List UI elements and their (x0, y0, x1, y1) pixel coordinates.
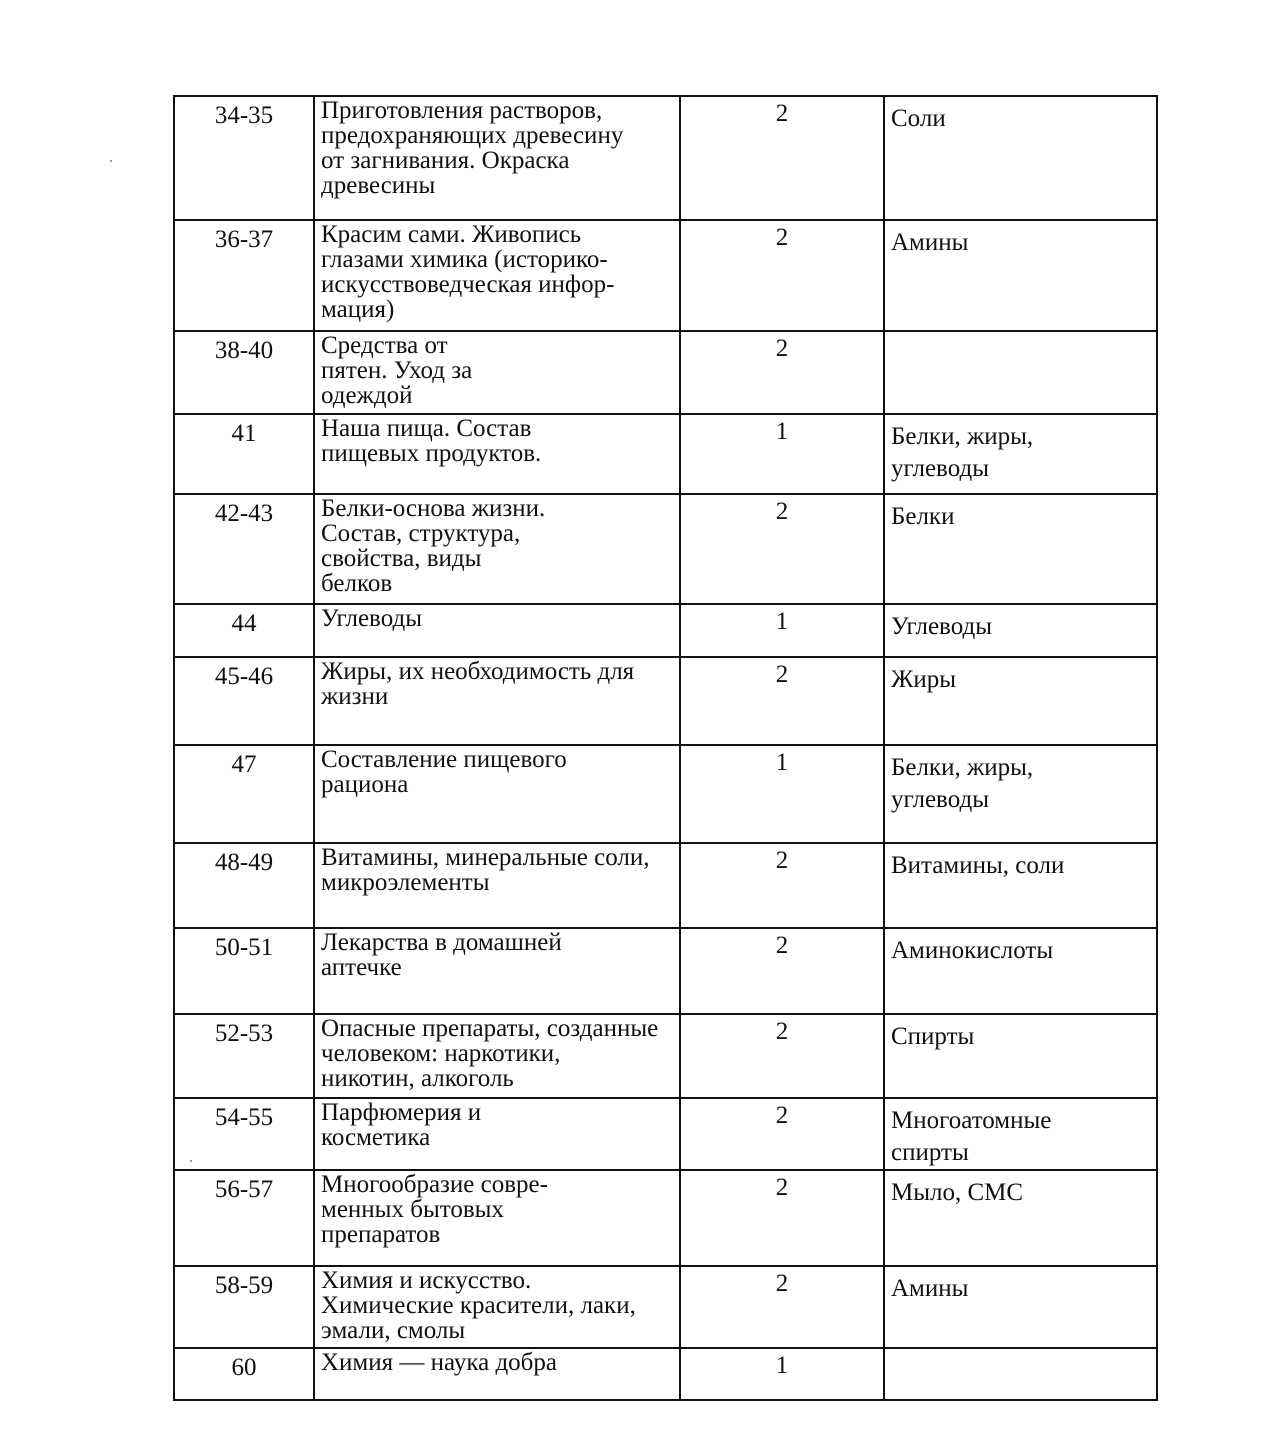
lesson-theme-cell (884, 1266, 1157, 1348)
lesson-topic-line: человеком: наркотики, (321, 1040, 561, 1067)
lesson-topic-line: Состав, структура, (321, 520, 521, 547)
lesson-topic-cell (314, 843, 680, 928)
table-row (174, 928, 1157, 1014)
lesson-number-cell: 45-46 (174, 657, 314, 745)
lesson-hours-cell: 1 (680, 604, 884, 657)
lesson-topic-line: рациона (321, 771, 409, 798)
lesson-theme-cell (884, 1098, 1157, 1170)
lesson-number-cell: 44 (174, 604, 314, 657)
lesson-topic-line: жизни (321, 683, 389, 710)
lesson-theme-cell (884, 657, 1157, 745)
lesson-number-cell: 34-35 (174, 96, 314, 220)
scan-speck (110, 160, 112, 162)
lesson-hours-cell: 2 (680, 220, 884, 331)
lesson-hours-cell: 1 (680, 745, 884, 843)
lesson-topic-cell (314, 220, 680, 331)
lesson-theme-line: Спирты (891, 1023, 975, 1050)
lesson-topic-line: косметика (321, 1124, 431, 1151)
table-row (174, 745, 1157, 843)
lesson-topic-cell (314, 414, 680, 494)
lesson-topic-line: Жиры, их необходимость для (321, 658, 635, 685)
lesson-number-cell: 48-49 (174, 843, 314, 928)
lesson-topic-line: Витамины, минеральные соли, (321, 844, 650, 871)
lesson-hours-cell: 2 (680, 1014, 884, 1098)
lesson-topic-line: белков (321, 570, 393, 597)
lesson-theme-cell (884, 1170, 1157, 1266)
lesson-hours-cell: 2 (680, 1098, 884, 1170)
lesson-number-cell: 56-57 (174, 1170, 314, 1266)
lesson-number-cell: 41 (174, 414, 314, 494)
lesson-topic-line: Химия и искусство. (321, 1267, 532, 1294)
lesson-topic-line: пятен. Уход за (321, 357, 473, 384)
lesson-topic-cell (314, 1348, 680, 1400)
lesson-number-cell: 36-37 (174, 220, 314, 331)
lesson-theme-cell (884, 928, 1157, 1014)
lesson-topic-cell (314, 604, 680, 657)
lesson-hours-cell: 2 (680, 96, 884, 220)
lesson-theme-line: Белки, жиры, (891, 423, 1034, 450)
lesson-theme-line: углеводы (891, 455, 989, 482)
lesson-topic-line: глазами химика (историко- (321, 246, 608, 273)
lesson-topic-line: древесины (321, 172, 436, 199)
lesson-topic-line: Химические красители, лаки, (321, 1292, 636, 1319)
lesson-number-cell: 54-55 (174, 1098, 314, 1170)
table-row (174, 657, 1157, 745)
lesson-theme-line: углеводы (891, 786, 989, 813)
lesson-topic-line: Химия — наука добра (321, 1349, 557, 1376)
lesson-hours-cell: 2 (680, 1170, 884, 1266)
table-row (174, 1170, 1157, 1266)
lesson-topic-cell (314, 1014, 680, 1098)
lesson-topic-cell (314, 745, 680, 843)
table-row (174, 1266, 1157, 1348)
table-row (174, 1014, 1157, 1098)
lesson-theme-line: Мыло, СМС (891, 1179, 1024, 1206)
table-row (174, 494, 1157, 604)
lesson-number-cell: 38-40 (174, 331, 314, 414)
table-row (174, 220, 1157, 331)
lesson-topic-line: микроэлементы (321, 869, 490, 896)
table-row (174, 1348, 1157, 1400)
lesson-topic-cell (314, 657, 680, 745)
lesson-topic-line: от загнивания. Окраска (321, 147, 570, 174)
lesson-topic-line: Лекарства в домашней (321, 929, 562, 956)
lesson-topic-line: одеждой (321, 382, 413, 409)
lesson-hours-cell: 2 (680, 494, 884, 604)
table-row (174, 843, 1157, 928)
lesson-hours-cell: 2 (680, 1266, 884, 1348)
lesson-topic-line: аптечке (321, 954, 402, 981)
lesson-topic-cell (314, 1098, 680, 1170)
lesson-theme-cell (884, 604, 1157, 657)
lesson-topic-cell (314, 928, 680, 1014)
lesson-theme-line: Жиры (891, 666, 957, 693)
table-row (174, 414, 1157, 494)
lesson-theme-line: Аминокислоты (891, 937, 1054, 964)
lesson-topic-cell (314, 494, 680, 604)
lesson-number-cell: 60 (174, 1348, 314, 1400)
lesson-theme-line: Многоатомные (891, 1107, 1052, 1134)
lesson-topic-cell (314, 1266, 680, 1348)
lesson-topic-line: Углеводы (321, 605, 422, 632)
lesson-schedule-table (173, 95, 1158, 1401)
lesson-theme-line: спирты (891, 1139, 969, 1166)
lesson-theme-line: Витамины, соли (891, 852, 1065, 879)
lesson-theme-line: Белки, жиры, (891, 754, 1034, 781)
lesson-theme-cell (884, 414, 1157, 494)
lesson-theme-cell (884, 843, 1157, 928)
lesson-topic-line: предохраняющих древесину (321, 122, 624, 149)
lesson-topic-line: Составление пищевого (321, 746, 567, 773)
lesson-topic-line: Опасные препараты, созданные (321, 1015, 659, 1042)
lesson-number-cell: 58-59 (174, 1266, 314, 1348)
lesson-theme-line: Соли (891, 105, 946, 132)
lesson-topic-line: Наша пища. Состав (321, 415, 532, 442)
lesson-topic-line: никотин, алкоголь (321, 1065, 514, 1092)
lesson-hours-cell: 1 (680, 414, 884, 494)
lesson-number-cell: 47 (174, 745, 314, 843)
lesson-theme-cell (884, 96, 1157, 220)
table-body (174, 96, 1157, 1400)
lesson-topic-line: Парфюмерия и (321, 1099, 482, 1126)
lesson-theme-cell (884, 331, 1157, 414)
lesson-number-cell: 52-53 (174, 1014, 314, 1098)
lesson-theme-cell (884, 1348, 1157, 1400)
lesson-theme-cell (884, 494, 1157, 604)
lesson-hours-cell: 2 (680, 843, 884, 928)
lesson-hours-cell: 1 (680, 1348, 884, 1400)
lesson-topic-cell (314, 96, 680, 220)
lesson-topic-line: Многообразие совре- (321, 1171, 548, 1198)
lesson-topic-line: Приготовления растворов, (321, 97, 603, 124)
lesson-topic-cell (314, 1170, 680, 1266)
lesson-hours-cell: 2 (680, 657, 884, 745)
lesson-topic-line: Средства от (321, 332, 448, 359)
lesson-theme-line: Белки (891, 503, 955, 530)
lesson-topic-line: Красим сами. Живопись (321, 221, 582, 248)
lesson-theme-cell (884, 1014, 1157, 1098)
lesson-topic-line: мация) (321, 296, 395, 323)
table-row (174, 331, 1157, 414)
table-row (174, 604, 1157, 657)
lesson-topic-line: свойства, виды (321, 545, 482, 572)
lesson-topic-line: препаратов (321, 1221, 441, 1248)
table-row (174, 96, 1157, 220)
lesson-theme-line: Амины (891, 229, 969, 256)
lesson-hours-cell: 2 (680, 928, 884, 1014)
lesson-theme-cell (884, 745, 1157, 843)
lesson-topic-line: искусствоведческая инфор- (321, 271, 615, 298)
lesson-topic-line: Белки-основа жизни. (321, 495, 546, 522)
lesson-topic-line: эмали, смолы (321, 1317, 466, 1344)
lesson-topic-line: пищевых продуктов. (321, 440, 542, 467)
lesson-number-cell: 50-51 (174, 928, 314, 1014)
lesson-hours-cell: 2 (680, 331, 884, 414)
lesson-number-cell: 42-43 (174, 494, 314, 604)
lesson-theme-line: Амины (891, 1275, 969, 1302)
lesson-theme-line: Углеводы (891, 613, 992, 640)
lesson-topic-cell (314, 331, 680, 414)
lesson-topic-line: менных бытовых (321, 1196, 504, 1223)
table-row (174, 1098, 1157, 1170)
lesson-theme-cell (884, 220, 1157, 331)
